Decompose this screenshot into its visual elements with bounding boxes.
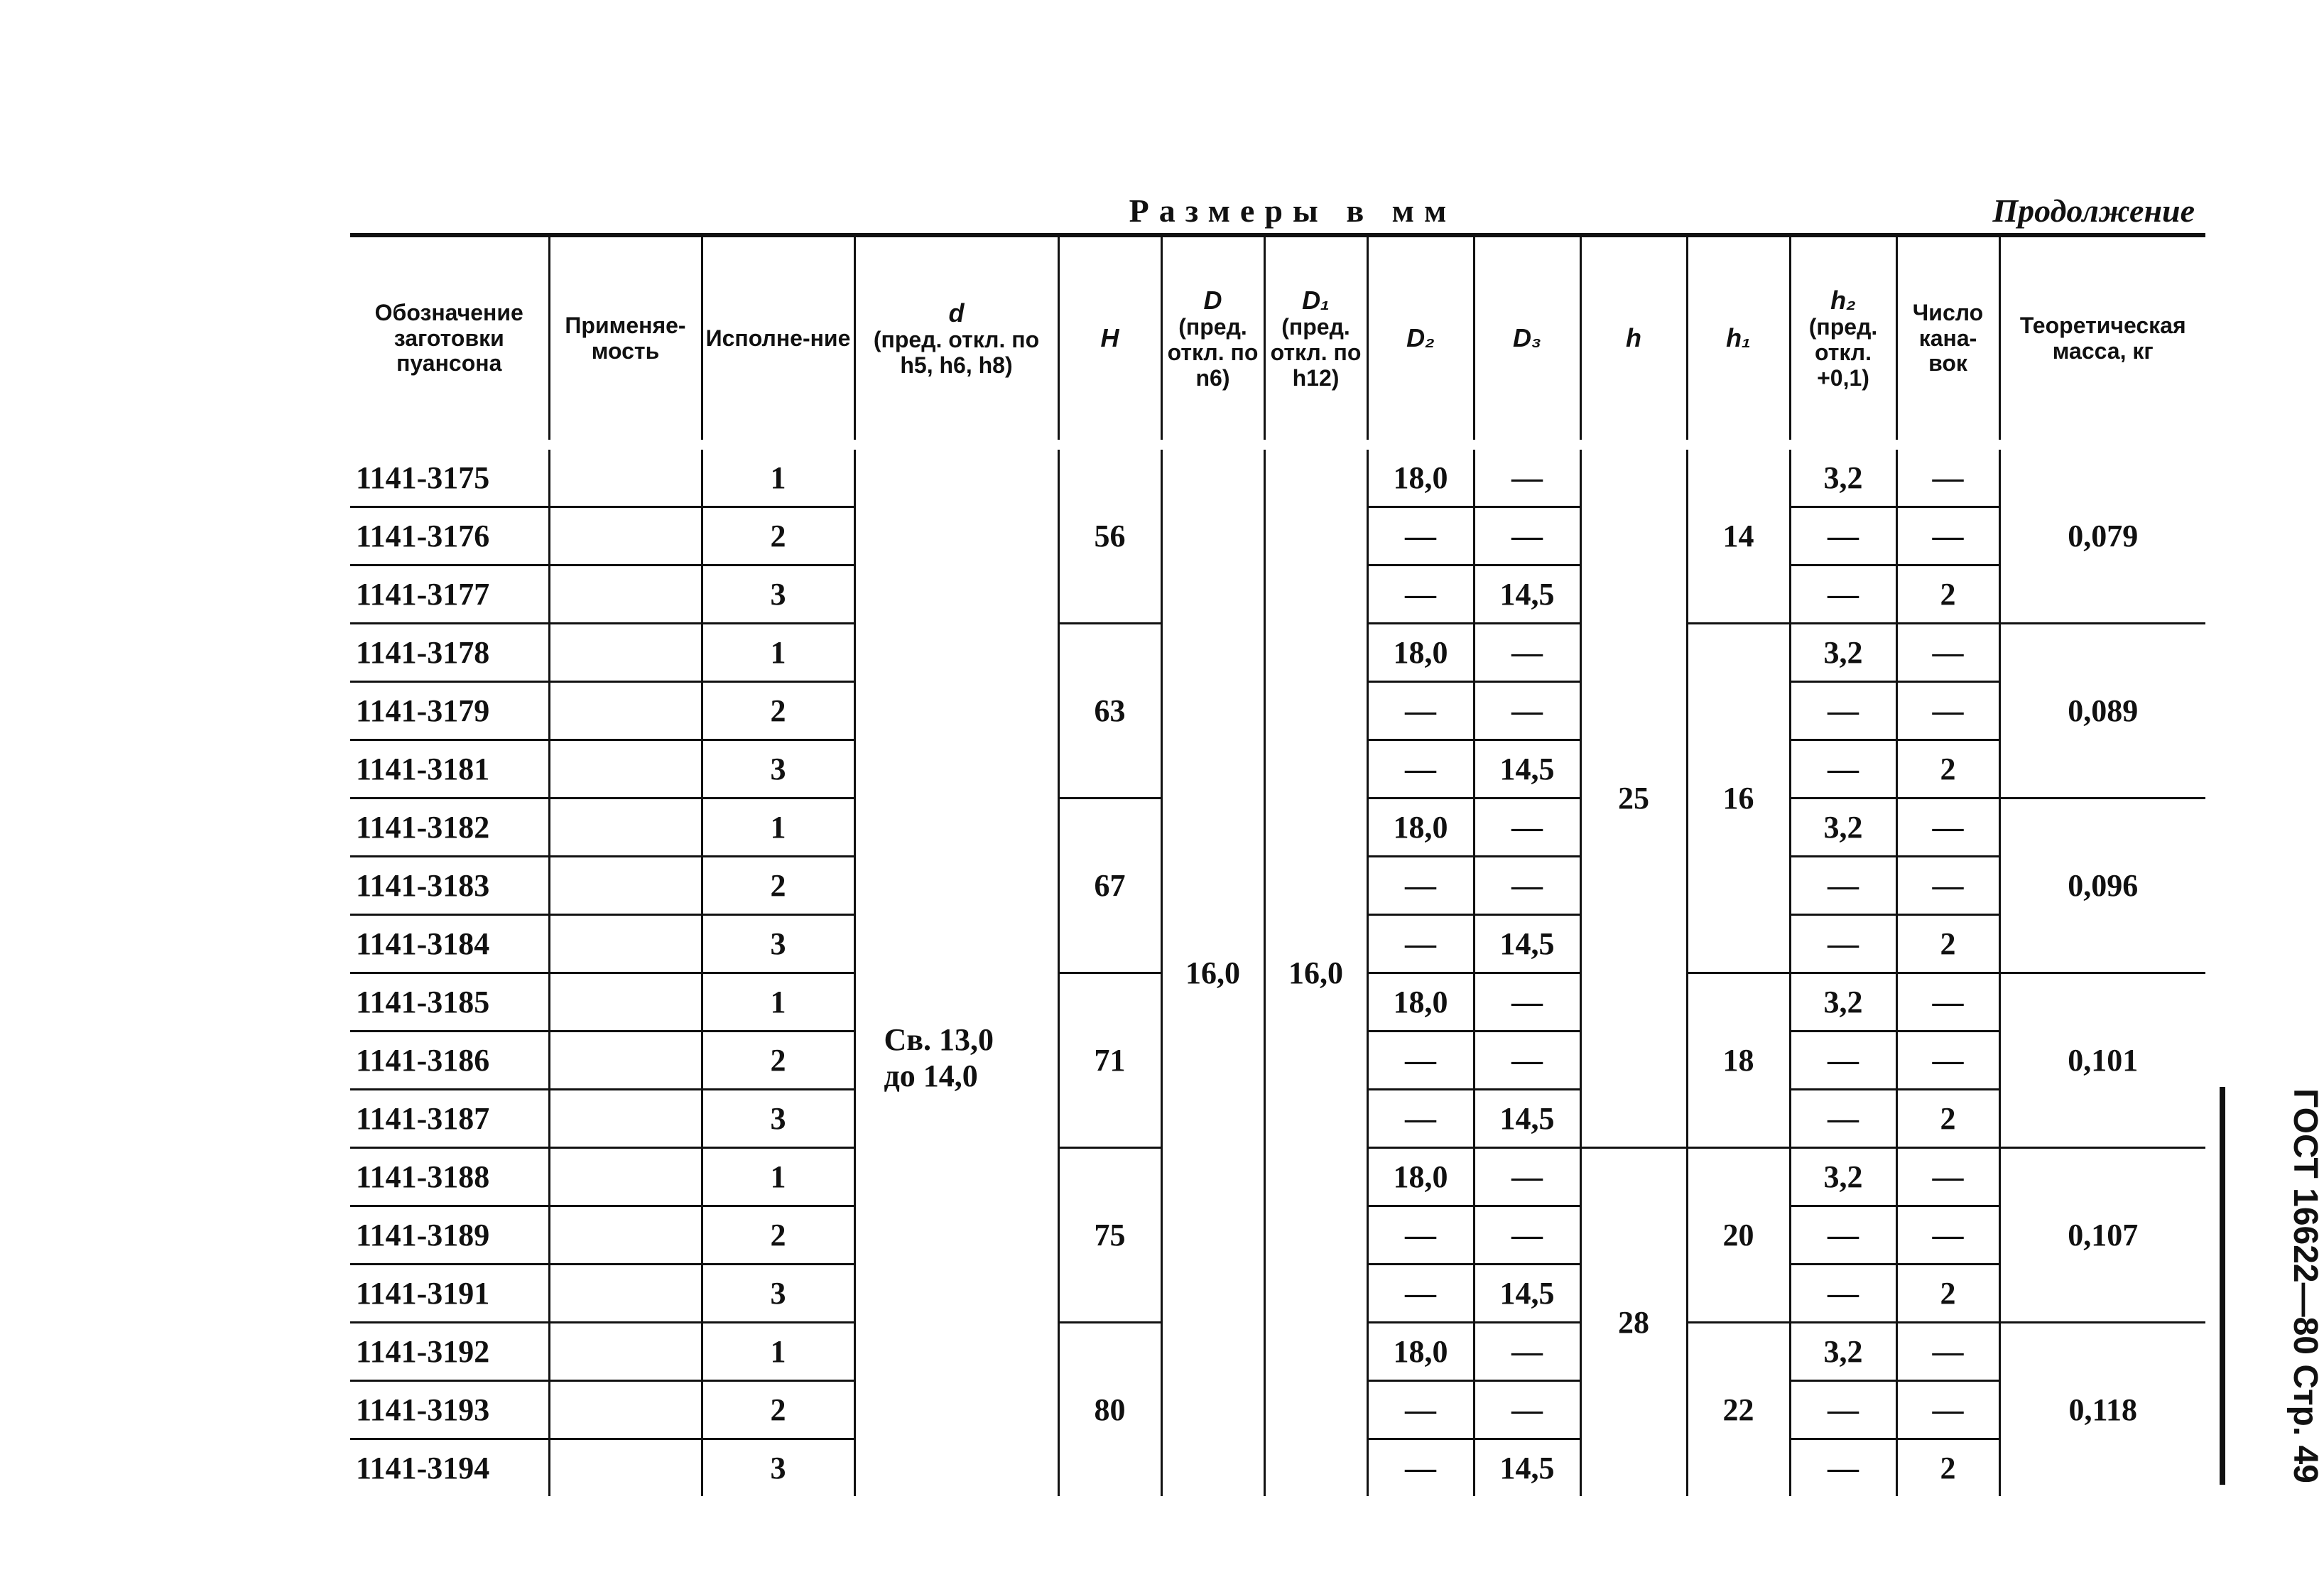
cell-D2: 18,0 — [1367, 445, 1474, 507]
cell-D2: — — [1367, 1381, 1474, 1439]
standard-page-reference: ГОСТ 16622—80 Стр. 49 — [2286, 1088, 2324, 1483]
cell-grooves: — — [1896, 973, 1999, 1032]
cell-designation: 1141-3186 — [350, 1032, 549, 1090]
cell-h2: 3,2 — [1790, 624, 1896, 682]
cell-applicability — [549, 507, 702, 565]
cell-execution: 2 — [702, 1032, 854, 1090]
cell-applicability — [549, 915, 702, 973]
cell-D3: — — [1474, 624, 1580, 682]
cell-D3: — — [1474, 1381, 1580, 1439]
cell-D2: — — [1367, 857, 1474, 915]
cell-designation: 1141-3175 — [350, 445, 549, 507]
dimensions-table — [350, 233, 2205, 1496]
cell-D1: 16,0 — [1264, 445, 1367, 1496]
col-grooves: Число кана-вок — [1896, 235, 1999, 445]
cell-d — [854, 445, 1058, 1496]
cell-h2: 3,2 — [1790, 445, 1896, 507]
cell-D3: 14,5 — [1474, 740, 1580, 798]
col-designation: Обозначение заготовки пуансона — [350, 235, 549, 445]
cell-mass: 0,107 — [1999, 1148, 2205, 1323]
cell-mass: 0,096 — [1999, 798, 2205, 973]
table-row — [350, 445, 2205, 507]
cell-h2: 3,2 — [1790, 1148, 1896, 1206]
cell-D3: — — [1474, 445, 1580, 507]
cell-D3: — — [1474, 682, 1580, 740]
cell-h2: — — [1790, 1381, 1896, 1439]
cell-applicability — [549, 445, 702, 507]
page-side-margin — [2220, 1087, 2324, 1485]
cell-D2: — — [1367, 1439, 1474, 1497]
cell-h2: — — [1790, 1439, 1896, 1497]
cell-h2: — — [1790, 682, 1896, 740]
cell-D2: 18,0 — [1367, 624, 1474, 682]
cell-h2: 3,2 — [1790, 973, 1896, 1032]
cell-D3: 14,5 — [1474, 565, 1580, 624]
col-D1-symbol: D₁ — [1302, 285, 1330, 315]
cell-designation: 1141-3184 — [350, 915, 549, 973]
cell-grooves: 2 — [1896, 565, 1999, 624]
table-body — [350, 445, 2205, 1496]
col-H — [1058, 235, 1161, 445]
cell-execution: 2 — [702, 1381, 854, 1439]
cell-execution: 1 — [702, 445, 854, 507]
cell-grooves: 2 — [1896, 1265, 1999, 1323]
cell-h2: — — [1790, 565, 1896, 624]
cell-h1: 18 — [1687, 973, 1790, 1148]
cell-designation: 1141-3178 — [350, 624, 549, 682]
cell-designation: 1141-3193 — [350, 1381, 549, 1439]
cell-grooves: — — [1896, 857, 1999, 915]
col-d-note: (пред. откл. по h5, h6, h8) — [873, 326, 1040, 378]
cell-D3: — — [1474, 1323, 1580, 1381]
cell-grooves: — — [1896, 798, 1999, 857]
col-h2-note: (пред. откл. +0,1) — [1808, 313, 1878, 391]
cell-applicability — [549, 1323, 702, 1381]
cell-h: 25 — [1580, 445, 1687, 1148]
cell-mass: 0,101 — [1999, 973, 2205, 1148]
cell-h2: 3,2 — [1790, 1323, 1896, 1381]
col-h — [1580, 235, 1687, 445]
cell-designation: 1141-3187 — [350, 1090, 549, 1148]
cell-D3: 14,5 — [1474, 1090, 1580, 1148]
cell-H: 56 — [1058, 445, 1161, 624]
cell-applicability — [549, 973, 702, 1032]
cell-h2: — — [1790, 1090, 1896, 1148]
cell-D2: 18,0 — [1367, 1148, 1474, 1206]
cell-D2: — — [1367, 507, 1474, 565]
cell-D3: 14,5 — [1474, 1265, 1580, 1323]
cell-applicability — [549, 1148, 702, 1206]
col-h-symbol: h — [1626, 323, 1641, 353]
cell-applicability — [549, 624, 702, 682]
cell-execution: 2 — [702, 682, 854, 740]
cell-D2: — — [1367, 740, 1474, 798]
cell-grooves: — — [1896, 1381, 1999, 1439]
cell-designation: 1141-3183 — [350, 857, 549, 915]
col-h2-symbol: h₂ — [1830, 285, 1856, 315]
cell-designation: 1141-3185 — [350, 973, 549, 1032]
cell-D2: — — [1367, 1265, 1474, 1323]
col-execution: Исполне-ние — [702, 235, 854, 445]
cell-h2: — — [1790, 857, 1896, 915]
cell-D2: — — [1367, 915, 1474, 973]
cell-D2: — — [1367, 1090, 1474, 1148]
cell-applicability — [549, 1381, 702, 1439]
cell-d-line2: до 14,0 — [884, 1058, 978, 1093]
cell-execution: 3 — [702, 1265, 854, 1323]
header-row — [350, 235, 2205, 445]
cell-execution: 3 — [702, 1090, 854, 1148]
cell-grooves: — — [1896, 445, 1999, 507]
cell-d-line1: Св. 13,0 — [884, 1022, 994, 1057]
cell-grooves: 2 — [1896, 1090, 1999, 1148]
cell-execution: 1 — [702, 1148, 854, 1206]
cell-grooves: — — [1896, 507, 1999, 565]
cell-D3: 14,5 — [1474, 915, 1580, 973]
continuation-label: Продолжение — [1992, 193, 2195, 229]
cell-grooves: 2 — [1896, 740, 1999, 798]
cell-D3: — — [1474, 1032, 1580, 1090]
cell-execution: 1 — [702, 973, 854, 1032]
cell-D3: 14,5 — [1474, 1439, 1580, 1497]
cell-D2: 18,0 — [1367, 1323, 1474, 1381]
cell-h2: — — [1790, 1032, 1896, 1090]
cell-applicability — [549, 1032, 702, 1090]
col-applicability: Применяе-мость — [549, 235, 702, 445]
cell-h2: — — [1790, 1265, 1896, 1323]
cell-D3: — — [1474, 973, 1580, 1032]
cell-h2: — — [1790, 740, 1896, 798]
cell-H: 75 — [1058, 1148, 1161, 1323]
cell-execution: 3 — [702, 740, 854, 798]
table-caption: Размеры в мм — [1129, 193, 1457, 229]
cell-D2: 18,0 — [1367, 798, 1474, 857]
col-D-note: (пред. откл. по n6) — [1167, 313, 1259, 391]
cell-applicability — [549, 1265, 702, 1323]
cell-D3: — — [1474, 1206, 1580, 1265]
cell-H: 67 — [1058, 798, 1161, 973]
cell-D3: — — [1474, 798, 1580, 857]
cell-D3: — — [1474, 1148, 1580, 1206]
cell-D2: — — [1367, 682, 1474, 740]
col-D-symbol: D — [1203, 285, 1222, 315]
cell-designation: 1141-3189 — [350, 1206, 549, 1265]
cell-execution: 1 — [702, 1323, 854, 1381]
cell-designation: 1141-3182 — [350, 798, 549, 857]
col-D — [1161, 235, 1264, 445]
cell-designation: 1141-3188 — [350, 1148, 549, 1206]
col-h2 — [1790, 235, 1896, 445]
cell-h: 28 — [1580, 1148, 1687, 1497]
cell-grooves: — — [1896, 1032, 1999, 1090]
cell-applicability — [549, 1090, 702, 1148]
cell-execution: 1 — [702, 798, 854, 857]
col-D3 — [1474, 235, 1580, 445]
cell-designation: 1141-3176 — [350, 507, 549, 565]
cell-h2: 3,2 — [1790, 798, 1896, 857]
cell-grooves: 2 — [1896, 915, 1999, 973]
col-mass: Теоретическая масса, кг — [1999, 235, 2205, 445]
cell-D2: — — [1367, 1206, 1474, 1265]
cell-h1: 14 — [1687, 445, 1790, 624]
cell-h1: 22 — [1687, 1323, 1790, 1497]
cell-designation: 1141-3181 — [350, 740, 549, 798]
cell-execution: 3 — [702, 565, 854, 624]
cell-designation: 1141-3177 — [350, 565, 549, 624]
cell-mass: 0,079 — [1999, 445, 2205, 624]
col-D1-note: (пред. откл. по h12) — [1270, 313, 1362, 391]
cell-H: 63 — [1058, 624, 1161, 798]
cell-h1: 16 — [1687, 624, 1790, 973]
cell-applicability — [549, 1439, 702, 1497]
cell-H: 71 — [1058, 973, 1161, 1148]
cell-applicability — [549, 798, 702, 857]
cell-execution: 3 — [702, 1439, 854, 1497]
cell-applicability — [549, 857, 702, 915]
col-h1 — [1687, 235, 1790, 445]
cell-h1: 20 — [1687, 1148, 1790, 1323]
cell-mass: 0,118 — [1999, 1323, 2205, 1497]
cell-execution: 3 — [702, 915, 854, 973]
cell-h2: — — [1790, 1206, 1896, 1265]
cell-designation: 1141-3179 — [350, 682, 549, 740]
cell-D2: 18,0 — [1367, 973, 1474, 1032]
cell-H: 80 — [1058, 1323, 1161, 1497]
cell-designation: 1141-3194 — [356, 1451, 490, 1485]
cell-applicability — [549, 740, 702, 798]
cell-applicability — [549, 682, 702, 740]
cell-D3: — — [1474, 857, 1580, 915]
cell-grooves: — — [1896, 1323, 1999, 1381]
cell-grooves: — — [1896, 624, 1999, 682]
col-d-symbol: d — [948, 298, 965, 327]
cell-execution: 1 — [702, 624, 854, 682]
cell-execution: 2 — [702, 857, 854, 915]
col-D2 — [1367, 235, 1474, 445]
col-h1-symbol: h₁ — [1726, 323, 1751, 353]
cell-applicability — [549, 565, 702, 624]
cell-D2: — — [1367, 1032, 1474, 1090]
cell-mass: 0,089 — [1999, 624, 2205, 798]
cell-D3: — — [1474, 507, 1580, 565]
col-D1 — [1264, 235, 1367, 445]
cell-h2: — — [1790, 915, 1896, 973]
cell-grooves: — — [1896, 1206, 1999, 1265]
cell-h2: — — [1790, 507, 1896, 565]
cell-execution: 2 — [702, 507, 854, 565]
col-H-symbol: H — [1100, 323, 1119, 353]
col-d — [854, 235, 1058, 445]
cell-applicability — [549, 1206, 702, 1265]
cell-execution: 2 — [702, 1206, 854, 1265]
cell-designation: 1141-3191 — [350, 1265, 549, 1323]
cell-grooves: 2 — [1896, 1439, 1999, 1497]
cell-D: 16,0 — [1161, 445, 1264, 1496]
col-D2-symbol: D₂ — [1406, 323, 1435, 353]
cell-designation: 1141-3192 — [350, 1323, 549, 1381]
cell-grooves: — — [1896, 1148, 1999, 1206]
col-D3-symbol: D₃ — [1513, 323, 1541, 353]
cell-grooves: — — [1896, 682, 1999, 740]
cell-D2: — — [1367, 565, 1474, 624]
